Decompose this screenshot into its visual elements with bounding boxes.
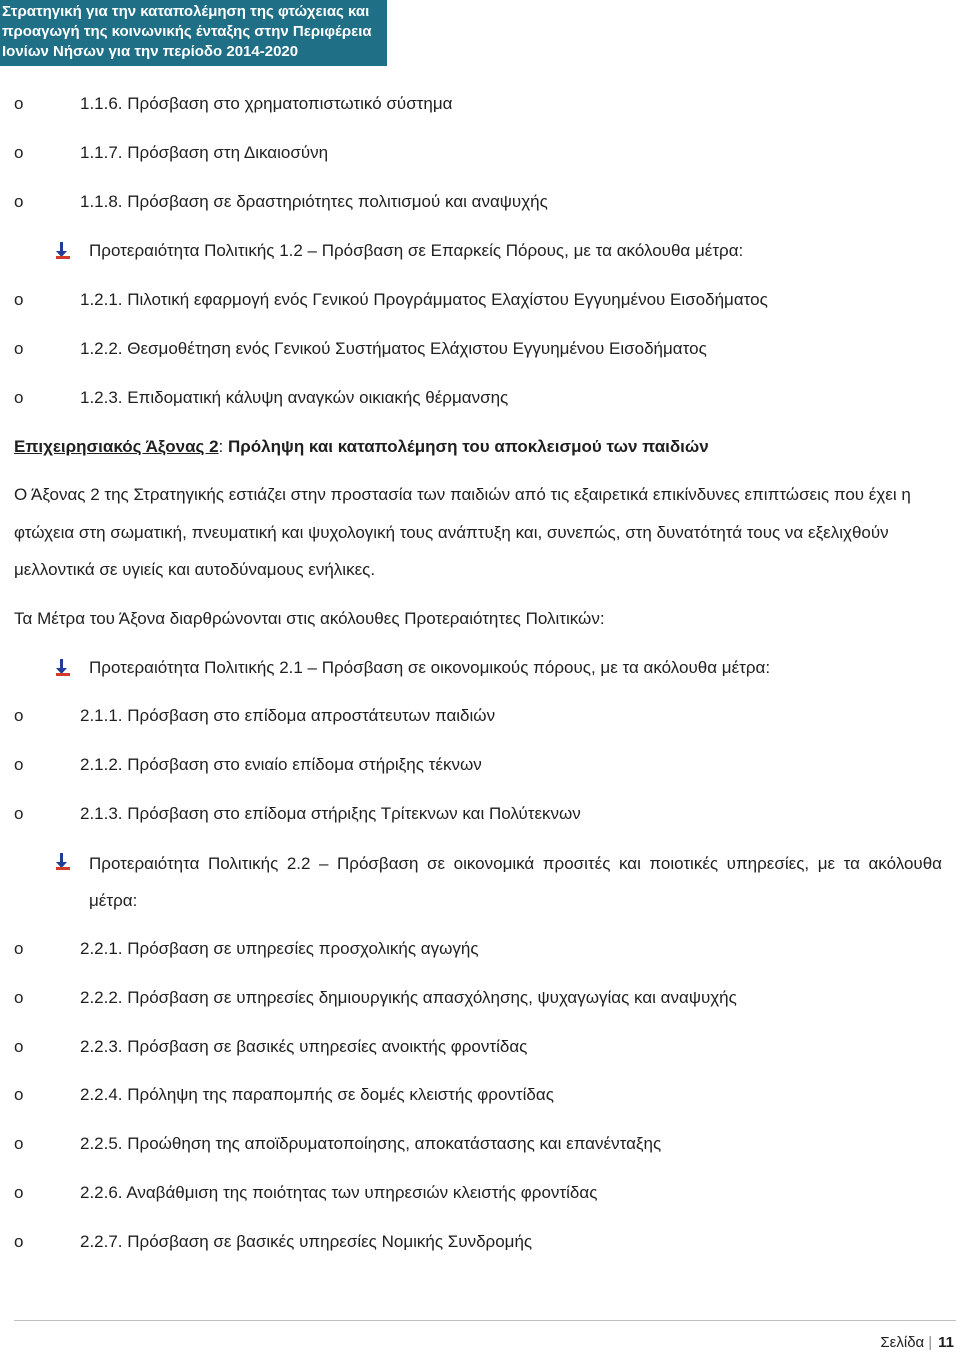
bullet-o: o [14,388,24,407]
priority-text: Προτεραιότητα Πολιτικής 2.1 – Πρόσβαση σε οικονομικούς πόρους, με τα ακόλουθα μέτρα: [89,658,771,677]
priority-arrow-icon [53,242,71,260]
axis-title: Πρόληψη και καταπολέμηση του αποκλεισμού των παιδιών [223,437,709,456]
bullet-o: o [14,988,24,1007]
list-item-text: 2.1.1. Πρόσβαση στο επίδομα απροστάτευτων παιδιών [80,706,496,725]
page-separator: | [928,1334,933,1351]
bullet-o: o [14,1085,24,1104]
bullet-o: o [14,1037,24,1056]
bullet-o: o [14,939,24,958]
bullet-o: o [14,804,24,823]
priority-text: Προτεραιότητα Πολιτικής 2.2 – Πρόσβαση σε οικονομικά προσιτές και ποιοτικές υπηρεσίες, με τα ακόλουθα μέτρα: [89,854,942,910]
list-item-text: 1.1.6. Πρόσβαση στο χρηματοπιστωτικό σύστημα [80,94,453,113]
priority-arrow-icon [53,853,71,871]
list-item-text: 1.1.8. Πρόσβαση σε δραστηριότητες πολιτισμού και αναψυχής [80,192,548,211]
list-item-text: 2.2.7. Πρόσβαση σε βασικές υπηρεσίες Νομικής Συνδρομής [80,1232,533,1251]
list-item-text: 2.2.1. Πρόσβαση σε υπηρεσίες προσχολικής αγωγής [80,939,479,958]
header-line-3: Ιονίων Νήσων για την περίοδο 2014-2020 [2,43,299,60]
list-item-text: 2.1.3. Πρόσβαση στο επίδομα στήριξης Τρίτεκνων και Πολύτεκνων [80,804,581,823]
axis-intro: Τα Μέτρα του Άξονα διαρθρώνονται στις ακόλουθες Προτεραιότητες Πολιτικών: [14,609,605,628]
list-item-text: 1.2.1. Πιλοτική εφαρμογή ενός Γενικού Προγράμματος Ελαχίστου Εγγυημένου Εισοδήματος [80,290,768,309]
axis-heading [14,436,709,458]
bullet-o: o [14,94,24,113]
list-item-text: 1.1.7. Πρόσβαση στη Δικαιοσύνη [80,143,329,162]
priority-arrow-icon [53,659,71,677]
list-item-text: 2.1.2. Πρόσβαση στο ενιαίο επίδομα στήριξης τέκνων [80,755,482,774]
page-label: Σελίδα [880,1334,925,1351]
axis-description: Ο Άξονας 2 της Στρατηγικής εστιάζει στην προστασία των παιδιών από τις εξαιρετικά επικίνδυνες επιπτώσεις που έχει η φτώχεια στη σωματική, πνευματική και ψυχολογική τους ανάπτυξη και, συνεπώς, στη δυνατότητά τους να εξελιχθούν μελλοντικά σε υγιείς και αυτοδύναμους ενήλικες. [14,485,911,579]
bullet-o: o [14,1232,24,1251]
priority-text: Προτεραιότητα Πολιτικής 1.2 – Πρόσβαση σε Επαρκείς Πόρους, με τα ακόλουθα μέτρα: [89,241,744,260]
document-header [0,0,387,66]
bullet-o: o [14,706,24,725]
bullet-o: o [14,1183,24,1202]
bullet-o: o [14,290,24,309]
list-item-text: 2.2.6. Αναβάθμιση της ποιότητας των υπηρεσιών κλειστής φροντίδας [80,1183,598,1202]
footer-divider [14,1320,956,1321]
list-item-text: 1.2.3. Επιδοματική κάλυψη αναγκών οικιακής θέρμανσης [80,388,509,407]
list-item-text: 2.2.5. Προώθηση της αποϊδρυματοποίησης, αποκατάστασης και επανένταξης [80,1134,662,1153]
page-footer [880,1333,954,1353]
bullet-o: o [14,192,24,211]
page-number: 11 [938,1334,954,1351]
axis-label: Επιχειρησιακός Άξονας 2 [14,437,219,456]
list-item-text: 1.2.2. Θεσμοθέτηση ενός Γενικού Συστήματος Ελάχιστου Εγγυημένου Εισοδήματος [80,339,707,358]
header-line-1: Στρατηγική για την καταπολέμηση της φτώχειας και [2,3,370,20]
list-item-text: 2.2.3. Πρόσβαση σε βασικές υπηρεσίες ανοικτής φροντίδας [80,1037,528,1056]
bullet-o: o [14,755,24,774]
bullet-o: o [14,339,24,358]
header-line-2: προαγωγή της κοινωνικής ένταξης στην Περιφέρεια [2,23,372,40]
bullet-o: o [14,1134,24,1153]
list-item-text: 2.2.4. Πρόληψη της παραπομπής σε δομές κλειστής φροντίδας [80,1085,554,1104]
axis-colon: : [218,437,224,456]
list-item-text: 2.2.2. Πρόσβαση σε υπηρεσίες δημιουργικής απασχόλησης, ψυχαγωγίας και αναψυχής [80,988,737,1007]
bullet-o: o [14,143,24,162]
